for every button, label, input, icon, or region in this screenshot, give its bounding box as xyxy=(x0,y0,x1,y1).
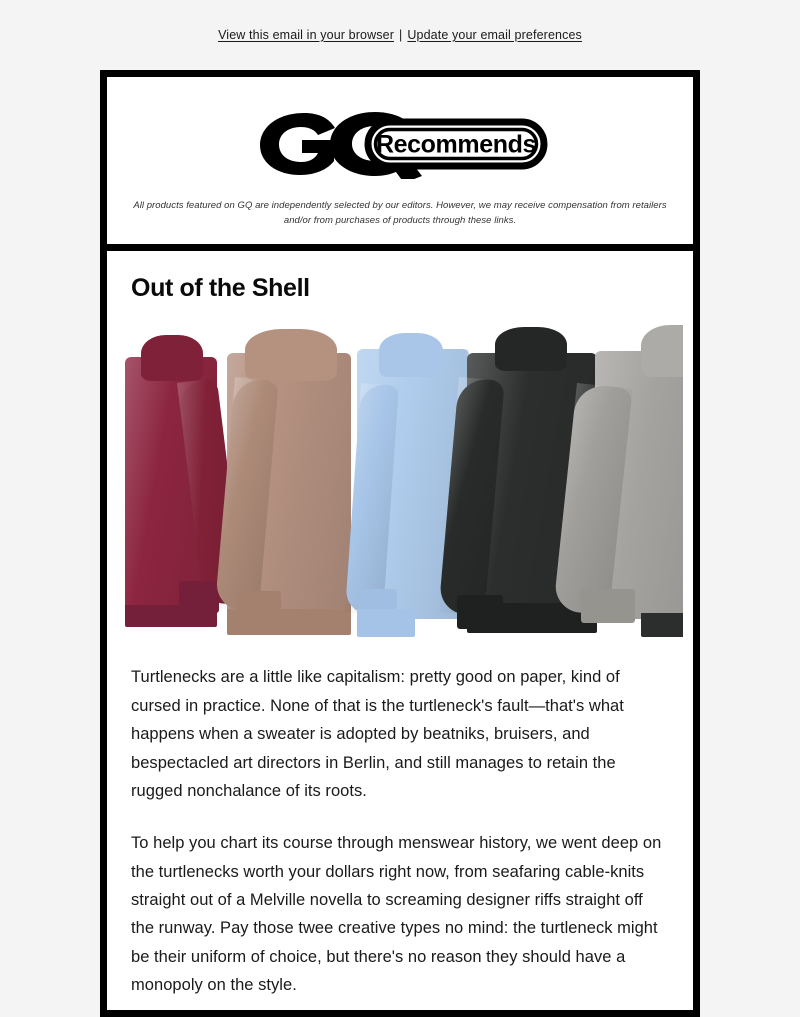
preheader-links xyxy=(218,28,582,42)
preheader-bar xyxy=(0,0,800,70)
hero-image[interactable] xyxy=(117,325,683,637)
logo-recommends-text: Recommends xyxy=(376,130,536,159)
article-paragraph-1: Turtlenecks are a little like capitalism: pretty good on paper, kind of cursed in practice. None of that is the turtleneck's fault—that's what happens when a sweater is adopted by beatniks, bruisers, and bespectacled art directors in Berlin, and still manages to retain the rugged nonchalance of its roots. xyxy=(131,668,624,800)
page-title: Out of the Shell xyxy=(131,274,310,303)
email-container xyxy=(100,70,700,1017)
hero-image-wrapper[interactable] xyxy=(107,325,693,637)
view-in-browser-link[interactable]: View this email in your browser xyxy=(218,28,394,42)
update-preferences-link[interactable]: Update your email preferences xyxy=(407,28,582,42)
article-body xyxy=(107,637,693,1009)
email-wrapper xyxy=(0,70,800,1017)
section-divider xyxy=(107,244,693,251)
article-section xyxy=(107,251,693,1009)
preheader-separator: | xyxy=(399,28,403,42)
article-paragraph-2: To help you chart its course through menswear history, we went deep on the turtlenecks worth your dollars right now, from seafaring cable-knits straight out of a Melville novella to screaming designer riffs straight off the runway. Pay those twee creative types no mind: the turtleneck might be their uniform of choice, but there's no reason they should have a monopoly on the style. xyxy=(131,834,662,995)
affiliate-disclaimer: All products featured on GQ are independently selected by our editors. However, we may receive compensation from retailers and/or from purchases of products through these links. xyxy=(133,200,667,226)
hero-item-heather-gray-turtleneck xyxy=(569,325,683,637)
logo-row xyxy=(107,107,693,179)
masthead xyxy=(107,77,693,244)
gq-recommends-logo[interactable] xyxy=(250,107,550,179)
